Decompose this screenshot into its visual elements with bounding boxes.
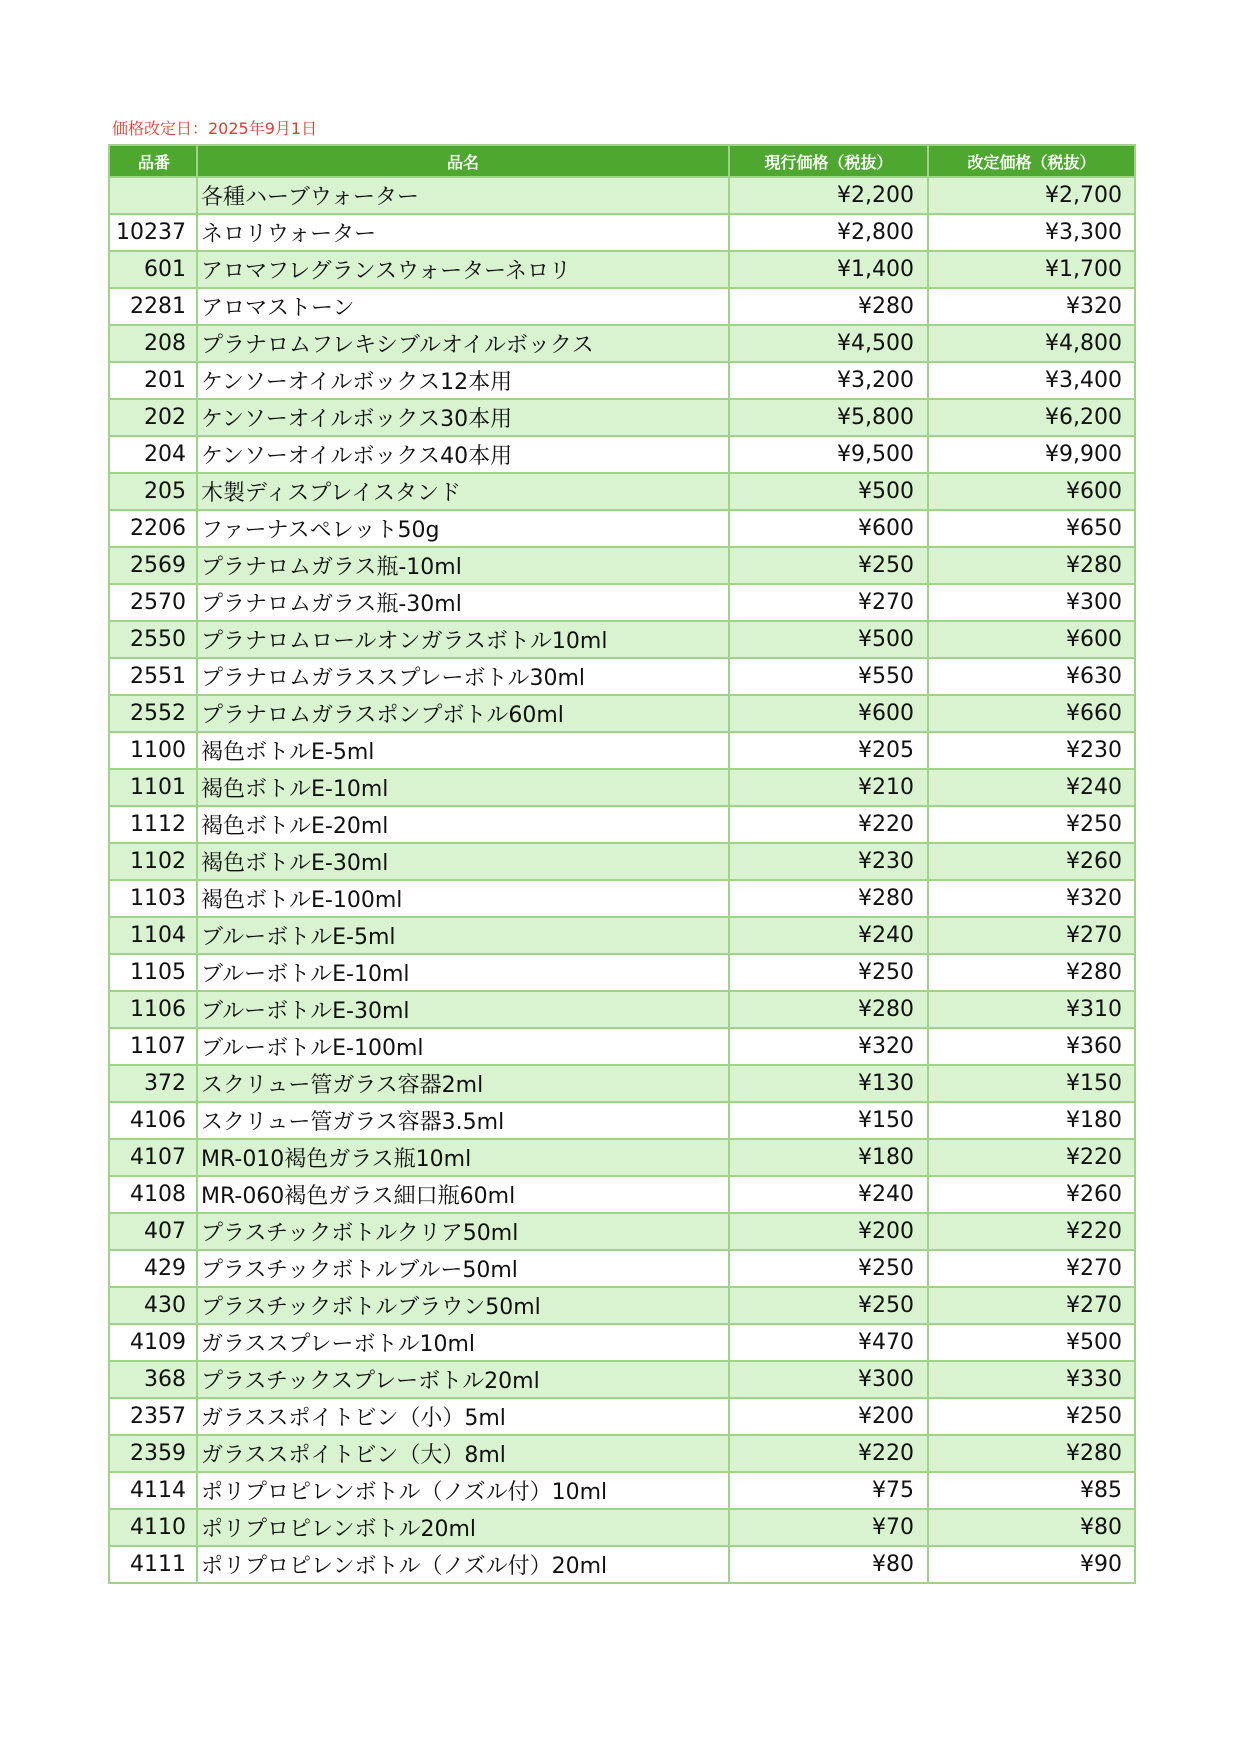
product-code-cell: 601 xyxy=(109,251,197,288)
product-name-cell: プラナロムロールオンガラスボトル10ml xyxy=(197,621,729,658)
product-name-cell: スクリュー管ガラス容器2ml xyxy=(197,1065,729,1102)
table-row xyxy=(109,769,1135,806)
current-price-cell: ¥550 xyxy=(729,658,928,695)
product-code-cell: 2357 xyxy=(109,1398,197,1435)
product-code-cell: 1112 xyxy=(109,806,197,843)
current-price-cell: ¥180 xyxy=(729,1139,928,1176)
product-code-cell: 4108 xyxy=(109,1176,197,1213)
table-row xyxy=(109,695,1135,732)
new-price-cell: ¥360 xyxy=(928,1028,1135,1065)
product-name-cell: ケンソーオイルボックス12本用 xyxy=(197,362,729,399)
product-name-cell: プラスチックボトルブルー50ml xyxy=(197,1250,729,1287)
product-name-cell: ブルーボトルE-30ml xyxy=(197,991,729,1028)
table-row xyxy=(109,954,1135,991)
product-name-cell: プラナロムガラス瓶-30ml xyxy=(197,584,729,621)
product-code-cell: 4109 xyxy=(109,1324,197,1361)
table-row xyxy=(109,510,1135,547)
product-code-cell: 4114 xyxy=(109,1472,197,1509)
new-price-cell: ¥320 xyxy=(928,288,1135,325)
product-name-cell: ブルーボトルE-10ml xyxy=(197,954,729,991)
new-price-cell: ¥310 xyxy=(928,991,1135,1028)
product-code-cell: 4106 xyxy=(109,1102,197,1139)
product-name-cell: ガラススポイトビン（小）5ml xyxy=(197,1398,729,1435)
table-row xyxy=(109,584,1135,621)
current-price-cell: ¥4,500 xyxy=(729,325,928,362)
current-price-cell: ¥3,200 xyxy=(729,362,928,399)
product-code-cell: 4111 xyxy=(109,1546,197,1583)
table-row xyxy=(109,1250,1135,1287)
header-product-name: 品名 xyxy=(197,145,729,177)
current-price-cell: ¥250 xyxy=(729,547,928,584)
new-price-cell: ¥9,900 xyxy=(928,436,1135,473)
product-name-cell: 褐色ボトルE-100ml xyxy=(197,880,729,917)
new-price-cell: ¥600 xyxy=(928,621,1135,658)
table-row xyxy=(109,658,1135,695)
table-row xyxy=(109,214,1135,251)
product-code-cell: 205 xyxy=(109,473,197,510)
table-row xyxy=(109,732,1135,769)
current-price-cell: ¥320 xyxy=(729,1028,928,1065)
table-row xyxy=(109,399,1135,436)
new-price-cell: ¥660 xyxy=(928,695,1135,732)
product-code-cell: 2570 xyxy=(109,584,197,621)
product-name-cell: プラナロムガラス瓶-10ml xyxy=(197,547,729,584)
product-name-cell: ポリプロピレンボトル20ml xyxy=(197,1509,729,1546)
new-price-cell: ¥280 xyxy=(928,547,1135,584)
current-price-cell: ¥210 xyxy=(729,769,928,806)
current-price-cell: ¥80 xyxy=(729,1546,928,1583)
current-price-cell: ¥250 xyxy=(729,1250,928,1287)
product-name-cell: ブルーボトルE-5ml xyxy=(197,917,729,954)
product-code-cell: 201 xyxy=(109,362,197,399)
product-code-cell: 368 xyxy=(109,1361,197,1398)
new-price-cell: ¥240 xyxy=(928,769,1135,806)
product-name-cell: ネロリウォーター xyxy=(197,214,729,251)
current-price-cell: ¥280 xyxy=(729,288,928,325)
new-price-cell: ¥320 xyxy=(928,880,1135,917)
current-price-cell: ¥250 xyxy=(729,954,928,991)
current-price-cell: ¥240 xyxy=(729,917,928,954)
product-code-cell: 2551 xyxy=(109,658,197,695)
new-price-cell: ¥180 xyxy=(928,1102,1135,1139)
current-price-cell: ¥270 xyxy=(729,584,928,621)
product-name-cell: ケンソーオイルボックス30本用 xyxy=(197,399,729,436)
current-price-cell: ¥2,200 xyxy=(729,177,928,214)
new-price-cell: ¥270 xyxy=(928,917,1135,954)
current-price-cell: ¥600 xyxy=(729,695,928,732)
header-current-price: 現行価格（税抜） xyxy=(729,145,928,177)
product-name-cell: プラスチックボトルブラウン50ml xyxy=(197,1287,729,1324)
new-price-cell: ¥270 xyxy=(928,1250,1135,1287)
new-price-cell: ¥80 xyxy=(928,1509,1135,1546)
table-row xyxy=(109,1546,1135,1583)
product-code-cell: 4110 xyxy=(109,1509,197,1546)
new-price-cell: ¥280 xyxy=(928,954,1135,991)
product-code-cell: 2206 xyxy=(109,510,197,547)
new-price-cell: ¥260 xyxy=(928,843,1135,880)
current-price-cell: ¥130 xyxy=(729,1065,928,1102)
table-row xyxy=(109,251,1135,288)
new-price-cell: ¥85 xyxy=(928,1472,1135,1509)
table-row xyxy=(109,1509,1135,1546)
new-price-cell: ¥6,200 xyxy=(928,399,1135,436)
table-row xyxy=(109,325,1135,362)
current-price-cell: ¥280 xyxy=(729,880,928,917)
product-code-cell: 1101 xyxy=(109,769,197,806)
product-name-cell: MR-060褐色ガラス細口瓶60ml xyxy=(197,1176,729,1213)
product-code-cell: 1103 xyxy=(109,880,197,917)
product-name-cell: プラナロムガラスポンプボトル60ml xyxy=(197,695,729,732)
product-code-cell: 1102 xyxy=(109,843,197,880)
price-table xyxy=(108,144,1136,1584)
new-price-cell: ¥230 xyxy=(928,732,1135,769)
table-row xyxy=(109,362,1135,399)
current-price-cell: ¥470 xyxy=(729,1324,928,1361)
new-price-cell: ¥300 xyxy=(928,584,1135,621)
product-name-cell: プラナロムフレキシブルオイルボックス xyxy=(197,325,729,362)
product-name-cell: 褐色ボトルE-30ml xyxy=(197,843,729,880)
new-price-cell: ¥4,800 xyxy=(928,325,1135,362)
new-price-cell: ¥280 xyxy=(928,1435,1135,1472)
product-code-cell: 2359 xyxy=(109,1435,197,1472)
table-row xyxy=(109,1102,1135,1139)
current-price-cell: ¥500 xyxy=(729,473,928,510)
current-price-cell: ¥220 xyxy=(729,1435,928,1472)
product-name-cell: ファーナスペレット50g xyxy=(197,510,729,547)
table-row xyxy=(109,1435,1135,1472)
new-price-cell: ¥220 xyxy=(928,1213,1135,1250)
product-name-cell: 褐色ボトルE-5ml xyxy=(197,732,729,769)
new-price-cell: ¥90 xyxy=(928,1546,1135,1583)
product-name-cell: 木製ディスプレイスタンド xyxy=(197,473,729,510)
current-price-cell: ¥75 xyxy=(729,1472,928,1509)
current-price-cell: ¥300 xyxy=(729,1361,928,1398)
header-new-price: 改定価格（税抜） xyxy=(928,145,1135,177)
new-price-cell: ¥270 xyxy=(928,1287,1135,1324)
new-price-cell: ¥330 xyxy=(928,1361,1135,1398)
current-price-cell: ¥280 xyxy=(729,991,928,1028)
product-code-cell: 2281 xyxy=(109,288,197,325)
table-row xyxy=(109,1065,1135,1102)
current-price-cell: ¥5,800 xyxy=(729,399,928,436)
revision-date: 価格改定日：2025年9月1日 xyxy=(112,119,318,138)
table-row xyxy=(109,1324,1135,1361)
table-row xyxy=(109,843,1135,880)
product-code-cell: 1100 xyxy=(109,732,197,769)
table-row xyxy=(109,1176,1135,1213)
table-row xyxy=(109,1287,1135,1324)
new-price-cell: ¥630 xyxy=(928,658,1135,695)
table-row xyxy=(109,806,1135,843)
current-price-cell: ¥205 xyxy=(729,732,928,769)
product-name-cell: ポリプロピレンボトル（ノズル付）20ml xyxy=(197,1546,729,1583)
product-name-cell: ケンソーオイルボックス40本用 xyxy=(197,436,729,473)
new-price-cell: ¥600 xyxy=(928,473,1135,510)
current-price-cell: ¥500 xyxy=(729,621,928,658)
product-code-cell: 407 xyxy=(109,1213,197,1250)
product-code-cell xyxy=(109,177,197,214)
table-row xyxy=(109,288,1135,325)
product-name-cell: ガラススプレーボトル10ml xyxy=(197,1324,729,1361)
table-header xyxy=(109,145,1135,177)
new-price-cell: ¥250 xyxy=(928,806,1135,843)
current-price-cell: ¥600 xyxy=(729,510,928,547)
product-code-cell: 204 xyxy=(109,436,197,473)
product-name-cell: プラスチックスプレーボトル20ml xyxy=(197,1361,729,1398)
product-name-cell: MR-010褐色ガラス瓶10ml xyxy=(197,1139,729,1176)
product-code-cell: 202 xyxy=(109,399,197,436)
current-price-cell: ¥9,500 xyxy=(729,436,928,473)
table-row xyxy=(109,1398,1135,1435)
product-name-cell: スクリュー管ガラス容器3.5ml xyxy=(197,1102,729,1139)
table-row xyxy=(109,917,1135,954)
product-code-cell: 430 xyxy=(109,1287,197,1324)
current-price-cell: ¥230 xyxy=(729,843,928,880)
product-code-cell: 2550 xyxy=(109,621,197,658)
product-code-cell: 2569 xyxy=(109,547,197,584)
product-name-cell: ブルーボトルE-100ml xyxy=(197,1028,729,1065)
current-price-cell: ¥250 xyxy=(729,1287,928,1324)
table-row xyxy=(109,991,1135,1028)
table-row xyxy=(109,880,1135,917)
current-price-cell: ¥1,400 xyxy=(729,251,928,288)
product-code-cell: 10237 xyxy=(109,214,197,251)
new-price-cell: ¥1,700 xyxy=(928,251,1135,288)
table-row xyxy=(109,177,1135,214)
product-code-cell: 2552 xyxy=(109,695,197,732)
new-price-cell: ¥650 xyxy=(928,510,1135,547)
new-price-cell: ¥500 xyxy=(928,1324,1135,1361)
product-code-cell: 1106 xyxy=(109,991,197,1028)
table-row xyxy=(109,1213,1135,1250)
product-code-cell: 208 xyxy=(109,325,197,362)
product-code-cell: 1107 xyxy=(109,1028,197,1065)
product-code-cell: 1105 xyxy=(109,954,197,991)
current-price-cell: ¥240 xyxy=(729,1176,928,1213)
product-name-cell: アロマストーン xyxy=(197,288,729,325)
product-code-cell: 429 xyxy=(109,1250,197,1287)
new-price-cell: ¥150 xyxy=(928,1065,1135,1102)
new-price-cell: ¥260 xyxy=(928,1176,1135,1213)
product-name-cell: プラスチックボトルクリア50ml xyxy=(197,1213,729,1250)
current-price-cell: ¥2,800 xyxy=(729,214,928,251)
new-price-cell: ¥3,400 xyxy=(928,362,1135,399)
new-price-cell: ¥220 xyxy=(928,1139,1135,1176)
table-row xyxy=(109,547,1135,584)
product-name-cell: 褐色ボトルE-20ml xyxy=(197,806,729,843)
table-row xyxy=(109,1361,1135,1398)
table-row xyxy=(109,621,1135,658)
product-name-cell: アロマフレグランスウォーターネロリ xyxy=(197,251,729,288)
product-code-cell: 372 xyxy=(109,1065,197,1102)
table-row xyxy=(109,1139,1135,1176)
product-name-cell: プラナロムガラススプレーボトル30ml xyxy=(197,658,729,695)
new-price-cell: ¥3,300 xyxy=(928,214,1135,251)
current-price-cell: ¥200 xyxy=(729,1213,928,1250)
new-price-cell: ¥250 xyxy=(928,1398,1135,1435)
table-row xyxy=(109,1028,1135,1065)
current-price-cell: ¥220 xyxy=(729,806,928,843)
product-code-cell: 1104 xyxy=(109,917,197,954)
table-body xyxy=(109,177,1135,1583)
product-name-cell: ガラススポイトビン（大）8ml xyxy=(197,1435,729,1472)
product-name-cell: ポリプロピレンボトル（ノズル付）10ml xyxy=(197,1472,729,1509)
table-row xyxy=(109,473,1135,510)
current-price-cell: ¥70 xyxy=(729,1509,928,1546)
current-price-cell: ¥200 xyxy=(729,1398,928,1435)
current-price-cell: ¥150 xyxy=(729,1102,928,1139)
header-row xyxy=(109,145,1135,177)
product-name-cell: 各種ハーブウォーター xyxy=(197,177,729,214)
table-row xyxy=(109,436,1135,473)
table-row xyxy=(109,1472,1135,1509)
header-product-code: 品番 xyxy=(109,145,197,177)
product-code-cell: 4107 xyxy=(109,1139,197,1176)
product-name-cell: 褐色ボトルE-10ml xyxy=(197,769,729,806)
new-price-cell: ¥2,700 xyxy=(928,177,1135,214)
